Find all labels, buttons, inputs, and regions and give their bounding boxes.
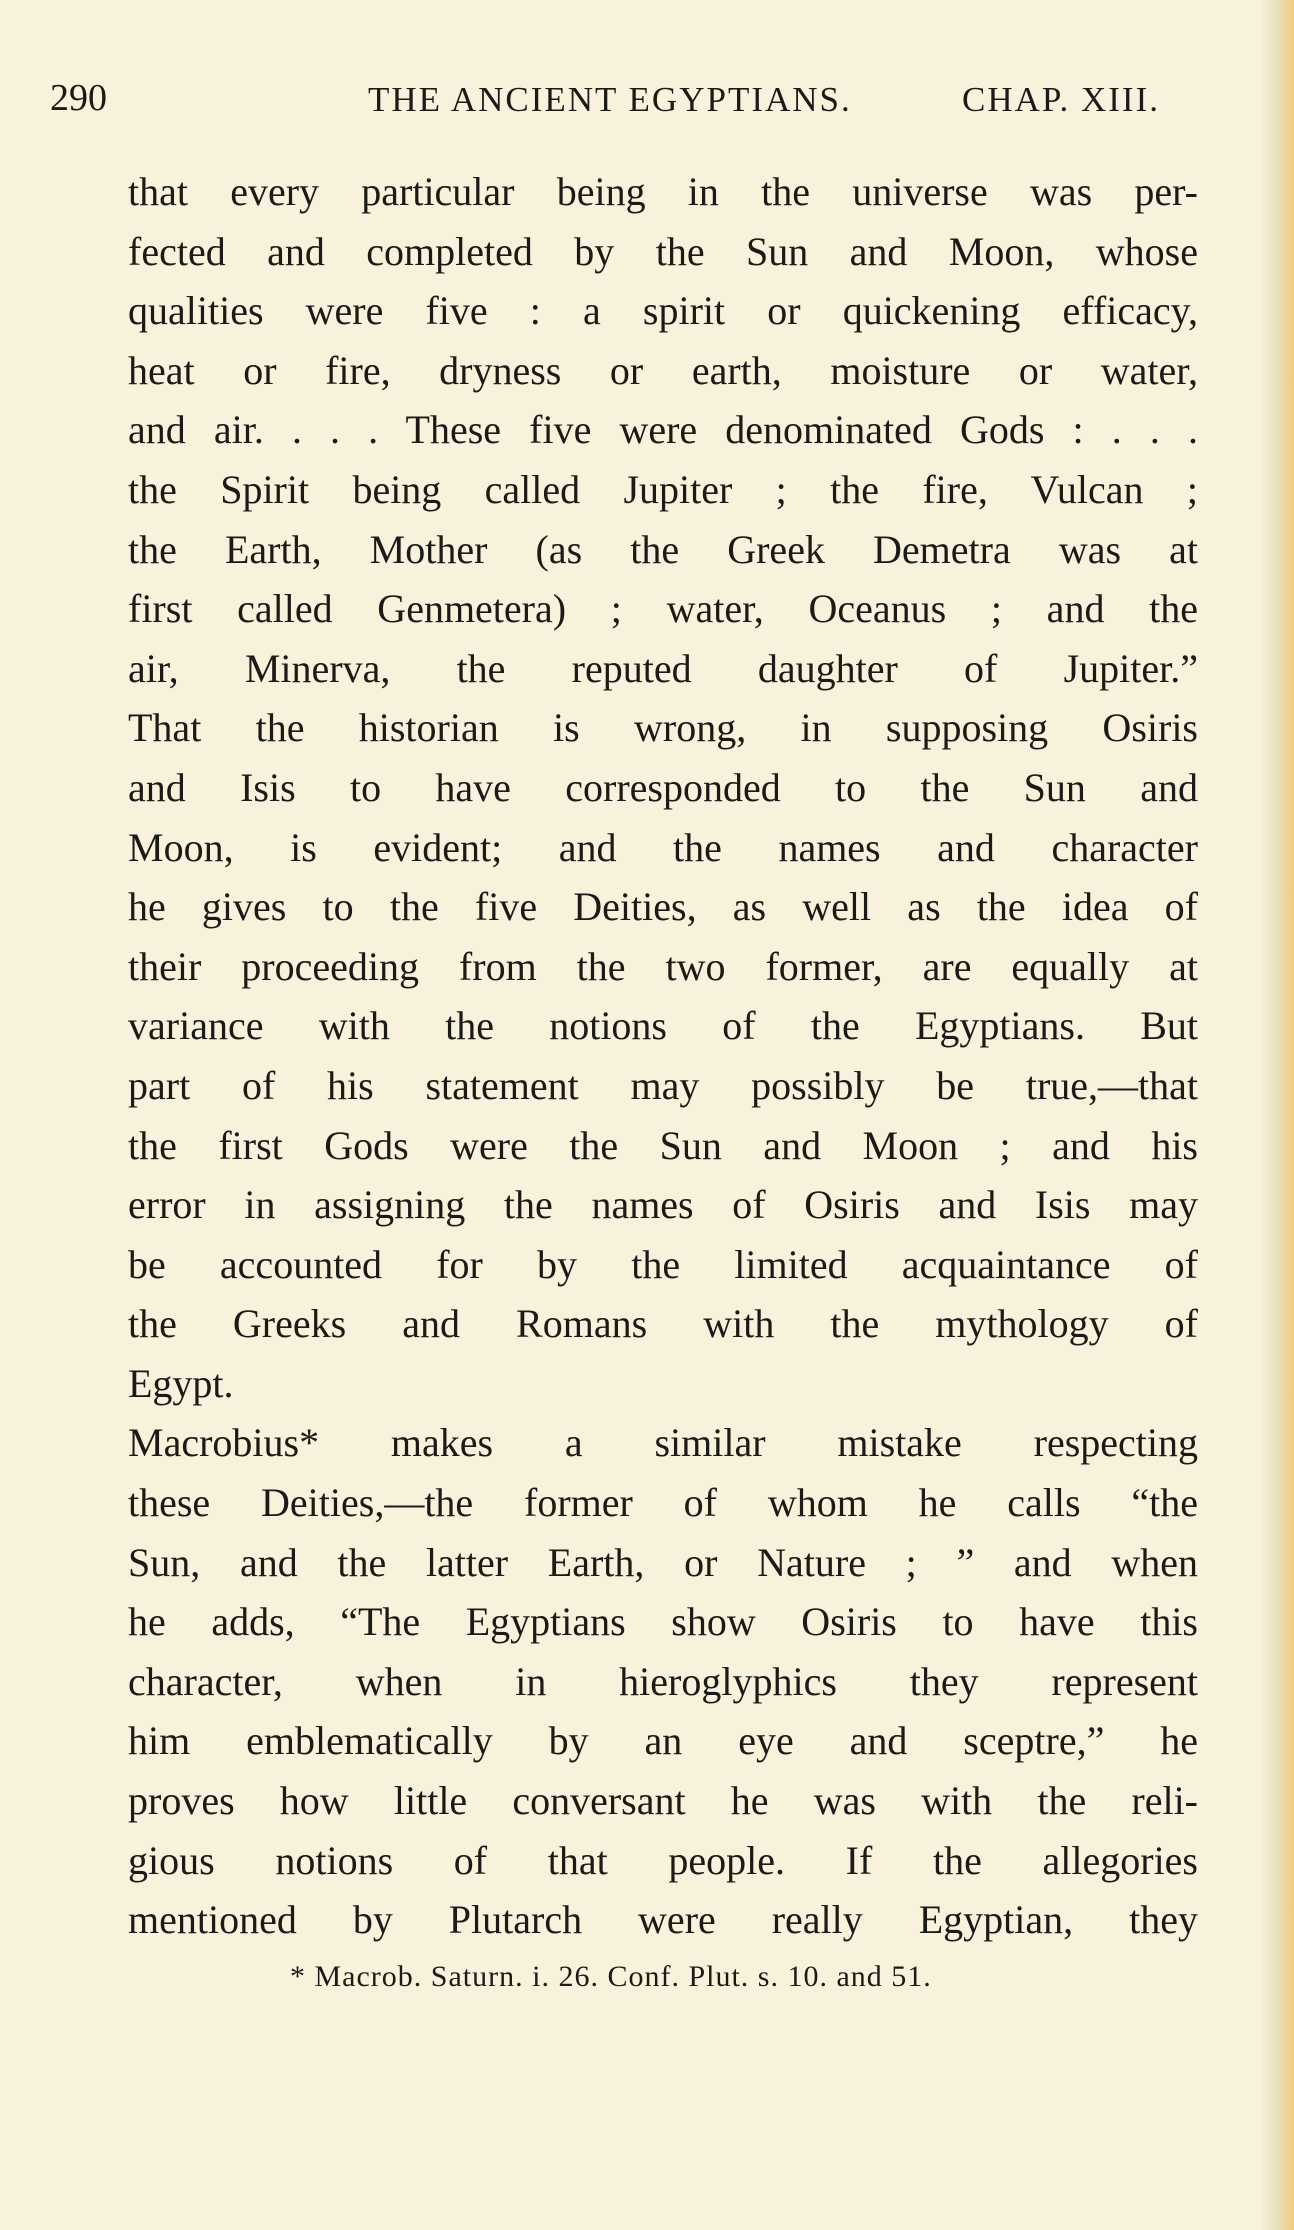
text-line: the Spirit being called Jupiter ; the fire, Vulcan ; — [128, 466, 1198, 512]
text-line: the first Gods were the Sun and Moon ; and his — [128, 1122, 1198, 1168]
text-line: qualities were five : a spirit or quickening efficacy, — [128, 288, 1198, 334]
page-edge — [1260, 0, 1294, 2230]
text-line: the Earth, Mother (as the Greek Demetra was at — [128, 526, 1198, 572]
text-line: their proceeding from the two former, are equally at — [128, 943, 1198, 989]
text-line: heat or fire, dryness or earth, moisture or water, — [128, 347, 1198, 393]
text-line: Moon, is evident; and the names and character — [128, 824, 1198, 870]
text-line: Egypt. — [128, 1360, 234, 1406]
text-line: proves how little conversant he was with the reli- — [128, 1778, 1198, 1824]
text-line: mentioned by Plutarch were really Egyptian, they — [128, 1897, 1198, 1943]
text-line: these Deities,—the former of whom he calls “the — [128, 1480, 1198, 1526]
text-line: him emblematically by an eye and sceptre,” he — [128, 1718, 1198, 1764]
text-line: air, Minerva, the reputed daughter of Jupiter.” — [128, 645, 1198, 691]
text-line: and air. . . . These five were denominated Gods : . . . — [128, 407, 1198, 453]
text-line: part of his statement may possibly be true,—that — [128, 1062, 1198, 1108]
text-line: Macrobius* makes a similar mistake respecting — [128, 1420, 1198, 1466]
text-line: first called Genmetera) ; water, Oceanus ; and the — [128, 586, 1198, 632]
page-number: 290 — [50, 77, 107, 119]
text-line: be accounted for by the limited acquaintance of — [128, 1241, 1198, 1287]
text-line: he gives to the five Deities, as well as the idea of — [128, 884, 1198, 930]
text-line: variance with the notions of the Egyptians. But — [128, 1003, 1198, 1049]
running-title: THE ANCIENT EGYPTIANS. — [368, 80, 852, 119]
text-line: the Greeks and Romans with the mythology of — [128, 1301, 1198, 1347]
text-line: and Isis to have corresponded to the Sun and — [128, 764, 1198, 810]
text-line: error in assigning the names of Osiris and Isis may — [128, 1182, 1198, 1228]
text-line: fected and completed by the Sun and Moon, whose — [128, 228, 1198, 274]
body-text — [128, 162, 1198, 1950]
running-header — [50, 76, 1220, 136]
text-line: gious notions of that people. If the allegories — [128, 1837, 1198, 1883]
text-line: That the historian is wrong, in supposing Osiris — [128, 705, 1198, 751]
text-line: Sun, and the latter Earth, or Nature ; ” and when — [128, 1539, 1198, 1585]
text-line: that every particular being in the universe was per- — [128, 169, 1198, 214]
footnote: * Macrob. Saturn. i. 26. Conf. Plut. s. 10. and 51. — [290, 1960, 932, 1993]
text-line: character, when in hieroglyphics they represent — [128, 1658, 1198, 1704]
chapter-label: CHAP. XIII. — [962, 80, 1160, 119]
text-line: he adds, “The Egyptians show Osiris to have this — [128, 1599, 1198, 1645]
